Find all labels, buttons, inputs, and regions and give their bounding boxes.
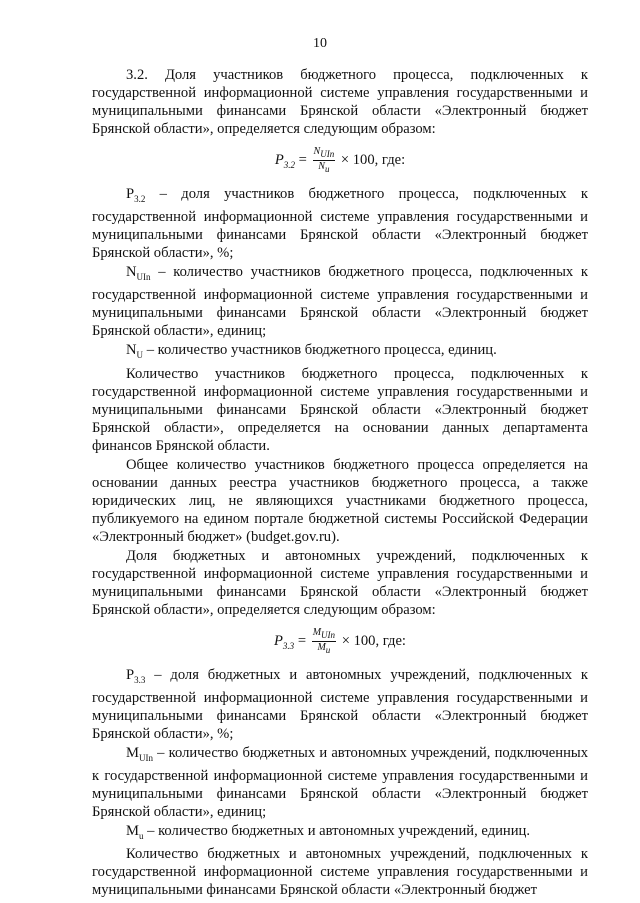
- definition-p3-3: $P_{3.3}$ – доля бюджетных и автономных учреждений, подключенных к государственной информационной системе управления государственными и муниципальными финансами Брянской области «Электронный бюджет Брянской области», %;: [92, 666, 588, 742]
- definition-muin: $M_{UIn}$ – количество бюджетных и автономных учреждений, подключенных к государственной информационной системе управления государственными и муниципальными финансами Брянской области «Электронный бюджет Брянской области», единиц;: [92, 744, 588, 820]
- page-number: 10: [313, 36, 327, 51]
- formula-lhs-sub: 3.2: [283, 159, 296, 170]
- paragraph-count-source: Количество участников бюджетного процесса, подключенных к государственной информационной системе управления государственными и муниципальными финансами Брянской области «Электронный бюджет Брянской области», определяется на основании данных департамента финансов Брянской области.: [92, 365, 588, 454]
- paragraph-3-2: 3.2. Доля участников бюджетного процесса, подключенных к государственной информационной системе управления государственными и муниципальными финансами Брянской области «Электронный бюджет Брянской области», определяется следующим образом:: [92, 67, 588, 137]
- formula-fraction: [312, 627, 336, 656]
- formula-eq: =: [295, 151, 311, 168]
- formula-tail: × 100, где:: [337, 151, 406, 168]
- definition-nu: $N_U$ – количество участников бюджетного процесса, единиц.: [126, 341, 497, 360]
- definition-p3-2: $P_{3.2}$ – доля участников бюджетного процесса, подключенных к государственной информационной системе управления государственными и муниципальными финансами Брянской области «Электронный бюджет Брянской области», %;: [92, 186, 588, 261]
- definition-nuin: $N_{UIn}$ – количество участников бюджетного процесса, подключенных к государственной информационной системе управления государственными и муниципальными финансами Брянской области «Электронный бюджет Брянской области», единиц;: [92, 263, 588, 339]
- formula-numerator: $N_{UIn}$: [313, 146, 335, 159]
- formula-numerator: $M_{UIn}$: [312, 626, 336, 640]
- formula-p3-3: [92, 627, 588, 656]
- paragraph-total-count: Общее количество участников бюджетного процесса определяется на основании данных реестра участников бюджетного процесса, а также юридических лиц, не являющихся участниками бюджетного процесса, публикуемого на едином портале бюджетной системы Российской Федерации «Электронный бюджет» (budget.gov.ru).: [92, 456, 588, 545]
- formula-denominator: $M_u$: [317, 641, 331, 655]
- paragraph-institutions-count: Количество бюджетных и автономных учреждений, подключенных к государственной информационной системе управления государственными и муниципальными финансами Брянской области «Электронный бюджет: [92, 846, 588, 899]
- formula-lhs: P: [274, 632, 283, 649]
- formula-lhs-sub: 3.3: [282, 640, 295, 651]
- formula-p3-2: [92, 146, 588, 175]
- definition-mu: $M_u$ – количество бюджетных и автономных учреждений, единиц.: [126, 822, 531, 841]
- paragraph-share-institutions: Доля бюджетных и автономных учреждений, подключенных к государственной информационной системе управления государственными и муниципальными финансами Брянской области «Электронный бюджет Брянской области», определяется следующим образом:: [92, 547, 588, 618]
- formula-fraction: [313, 146, 336, 175]
- formula-denominator: $N_u$: [318, 161, 330, 174]
- formula-tail: × 100, где:: [338, 632, 406, 649]
- formula-eq: =: [294, 632, 310, 649]
- formula-lhs: P: [274, 151, 284, 168]
- document-body: [92, 66, 588, 900]
